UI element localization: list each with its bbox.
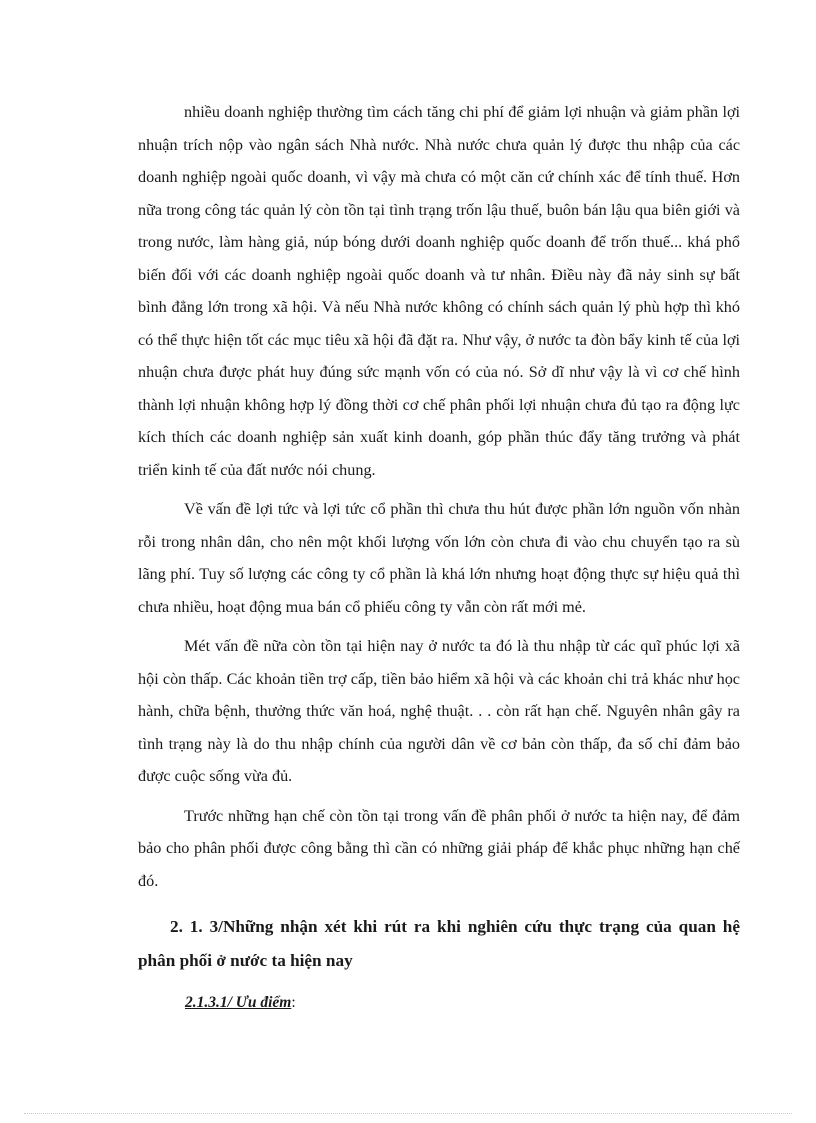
paragraph-dividends: Về vấn đề lợi tức và lợi tức cổ phần thì chưa thu hút được phần lớn nguồn vốn nhàn rỗi trong nhân dân, cho nên một khối lượng vốn lớn còn chưa đi vào chu chuyển tạo ra sù lãng phí. Tuy số lượng các công ty cổ phần là khá lớn nhưng hoạt động thực sự hiệu quả thì chưa nhiều, hoạt động mua bán cổ phiếu công ty vẫn còn rất mới mẻ. (138, 500, 740, 616)
page-bottom-divider (24, 1113, 792, 1114)
paragraph-social-welfare: Mét vấn đề nữa còn tồn tại hiện nay ở nước ta đó là thu nhập từ các quĩ phúc lợi xã hội còn thấp. Các khoản tiền trợ cấp, tiền bảo hiểm xã hội và các khoản chi trả khác như học hành, chữa bệnh, thưởng thức văn hoá, nghệ thuật. . . còn rất hạn chế. Nguyên nhân gây ra tình trạng này là do thu nhập chính của người dân về cơ bản còn thấp, đa số chỉ đảm bảo được cuộc sống vừa đủ. (138, 637, 740, 785)
section-heading: 2. 1. 3/Những nhận xét khi rút ra khi nghiên cứu thực trạng của quan hệ phân phối ở nước ta hiện nay (138, 917, 740, 970)
subsection-heading-text: 2.1.3.1/ Ưu điểm (185, 994, 292, 1011)
document-page (138, 96, 740, 1018)
subsection-heading-colon: : (291, 994, 296, 1011)
paragraph-profit-distribution: nhiều doanh nghiệp thường tìm cách tăng chi phí để giảm lợi nhuận và giảm phần lợi nhuận trích nộp vào ngân sách Nhà nước. Nhà nước chưa quản lý được thu nhập của các doanh nghiệp ngoài quốc doanh, vì vậy mà chưa có một căn cứ chính xác để tính thuế. Hơn nữa trong công tác quản lý còn tồn tại tình trạng trốn lậu thuế, buôn bán lậu qua biên giới và trong nước, làm hàng giả, núp bóng dưới doanh nghiệp quốc doanh để trốn thuế... khá phổ biến đối với các doanh nghiệp ngoài quốc doanh và tư nhân. Điều này đã nảy sinh sự bất bình đẳng lớn trong xã hội. Và nếu Nhà nước không có chính sách quản lý phù hợp thì khó có thể thực hiện tốt các mục tiêu xã hội đã đặt ra. Như vậy, ở nước ta đòn bẩy kinh tế của lợi nhuận chưa được phát huy đúng sức mạnh vốn có của nó. Sở dĩ như vậy là vì cơ chế hình thành lợi nhuận không hợp lý đồng thời cơ chế phân phối lợi nhuận chưa đủ tạo ra động lực kích thích các doanh nghiệp sản xuất kinh doanh, góp phần thúc đẩy tăng trưởng và phát triển kinh tế của đất nước nói chung. (138, 103, 740, 479)
subsection-heading (138, 988, 740, 1018)
paragraph-solutions-intro: Trước những hạn chế còn tồn tại trong vấn đề phân phối ở nước ta hiện nay, để đảm bảo cho phân phối được công bằng thì cần có những giải pháp để khắc phục những hạn chế đó. (138, 806, 740, 890)
